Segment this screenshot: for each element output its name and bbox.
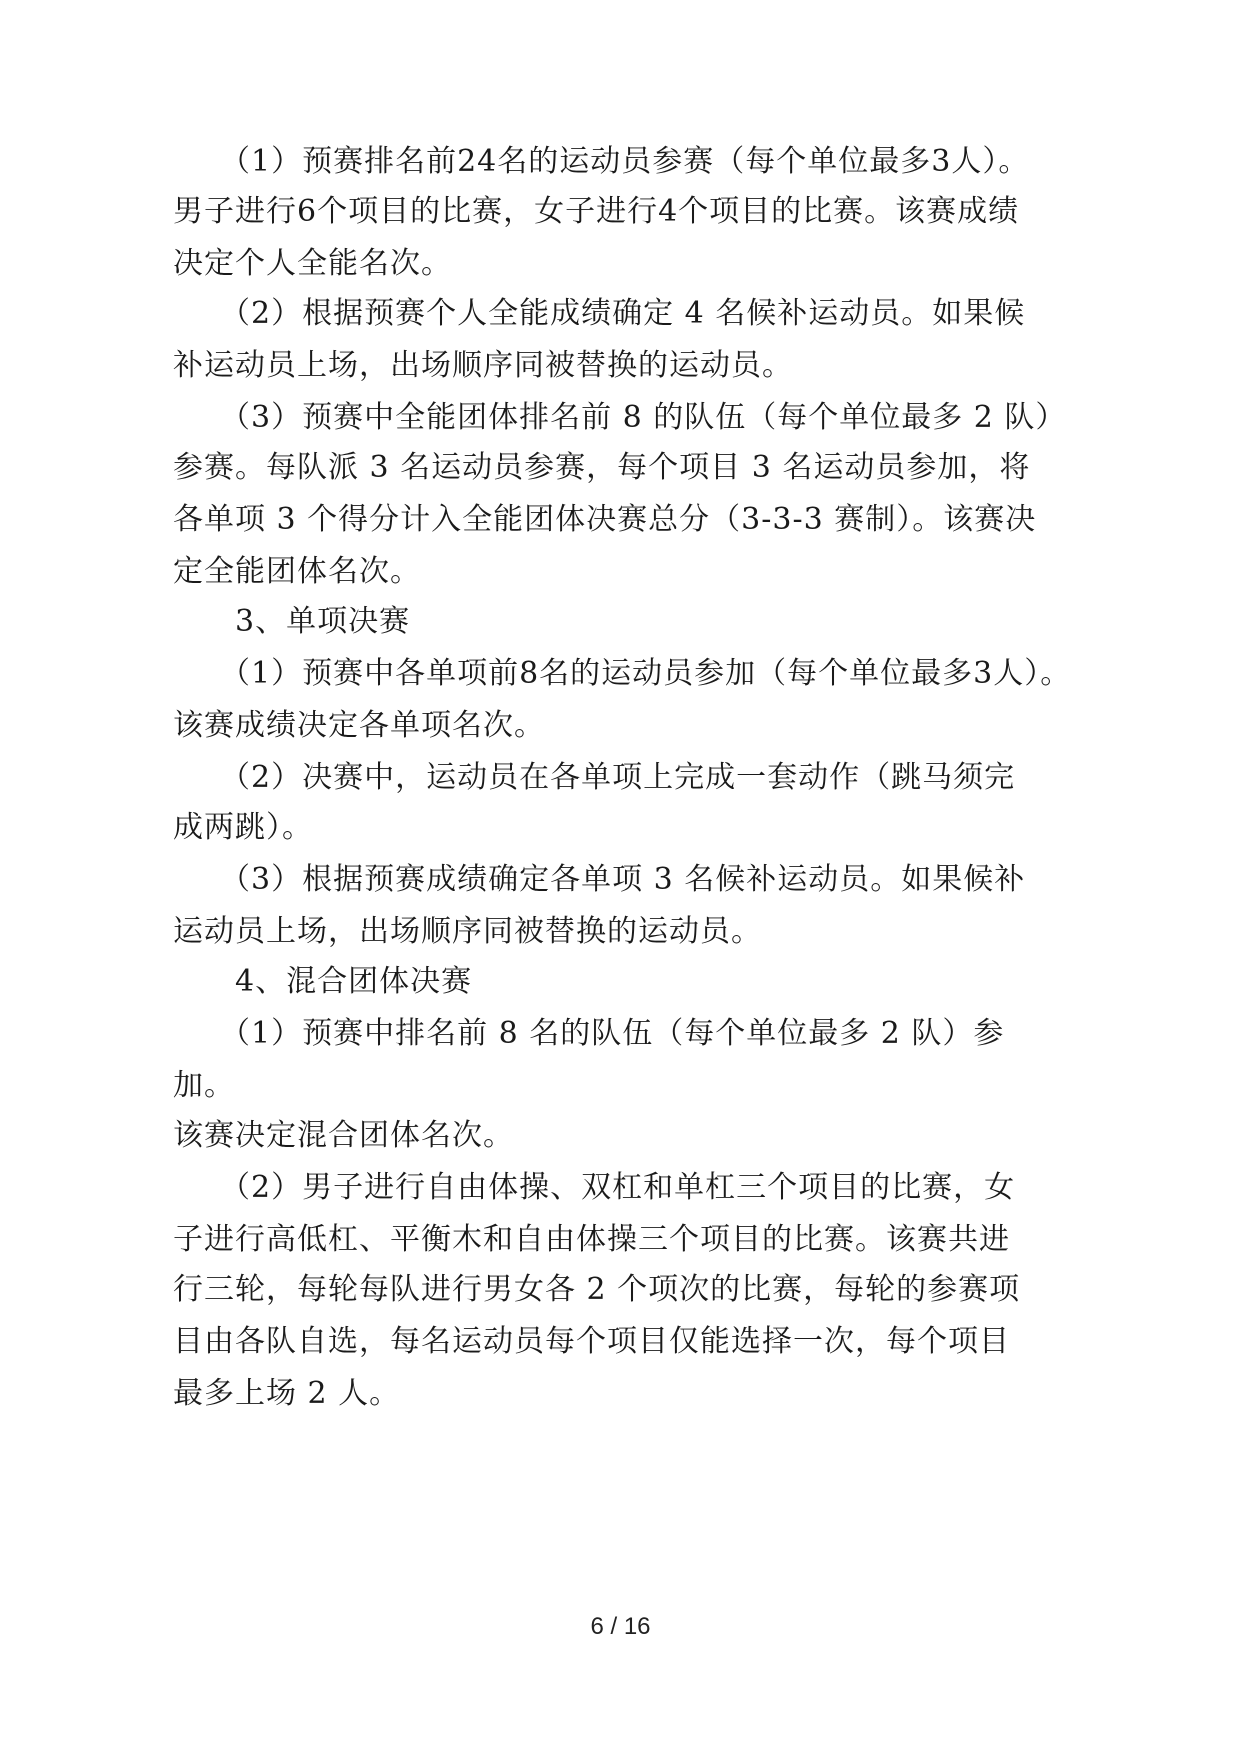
text-line: （3）预赛中全能团体排名前 8 的队伍（每个单位最多 2 队） xyxy=(173,400,1067,435)
text-line: 各单项 3 个得分计入全能团体决赛总分（3-3-3 赛制）。该赛决 xyxy=(173,502,1037,537)
text-line: 加。 xyxy=(173,1068,235,1103)
section-heading: 4、混合团体决赛 xyxy=(173,964,473,999)
text-line: （1）预赛中排名前 8 名的队伍（每个单位最多 2 队）参 xyxy=(173,1016,1005,1051)
page-number: 6 / 16 xyxy=(590,1613,651,1640)
text-line: 该赛成绩决定各单项名次。 xyxy=(173,708,545,743)
text-line: 运动员上场，出场顺序同被替换的运动员。 xyxy=(173,914,762,949)
text-line: 该赛决定混合团体名次。 xyxy=(173,1118,514,1153)
text-line: （2）决赛中，运动员在各单项上完成一套动作（跳马须完 xyxy=(173,760,1016,795)
text-line: 决定个人全能名次。 xyxy=(173,246,452,281)
text-line: （1）预赛中各单项前8名的运动员参加（每个单位最多3人）。 xyxy=(173,656,1072,691)
text-line: 成两跳）。 xyxy=(173,810,313,845)
text-line: （1）预赛排名前24名的运动员参赛（每个单位最多3人）。 xyxy=(173,144,1030,179)
section-heading: 3、单项决赛 xyxy=(173,604,411,639)
text-line: 参赛。每队派 3 名运动员参赛，每个项目 3 名运动员参加，将 xyxy=(173,450,1031,485)
text-line: （2）根据预赛个人全能成绩确定 4 名候补运动员。如果候 xyxy=(173,296,1026,331)
text-line: 最多上场 2 人。 xyxy=(173,1376,401,1411)
text-line: 男子进行6个项目的比赛，女子进行4个项目的比赛。该赛成绩 xyxy=(173,194,1020,229)
text-line: （2）男子进行自由体操、双杠和单杠三个项目的比赛，女 xyxy=(173,1170,1016,1205)
text-line: （3）根据预赛成绩确定各单项 3 名候补运动员。如果候补 xyxy=(173,862,1026,897)
text-line: 子进行高低杠、平衡木和自由体操三个项目的比赛。该赛共进 xyxy=(173,1222,1010,1257)
text-line: 行三轮，每轮每队进行男女各 2 个项次的比赛，每轮的参赛项 xyxy=(173,1272,1021,1307)
text-line: 定全能团体名次。 xyxy=(173,554,421,589)
text-line: 补运动员上场，出场顺序同被替换的运动员。 xyxy=(173,348,793,383)
text-line: 目由各队自选，每名运动员每个项目仅能选择一次，每个项目 xyxy=(173,1324,1010,1359)
